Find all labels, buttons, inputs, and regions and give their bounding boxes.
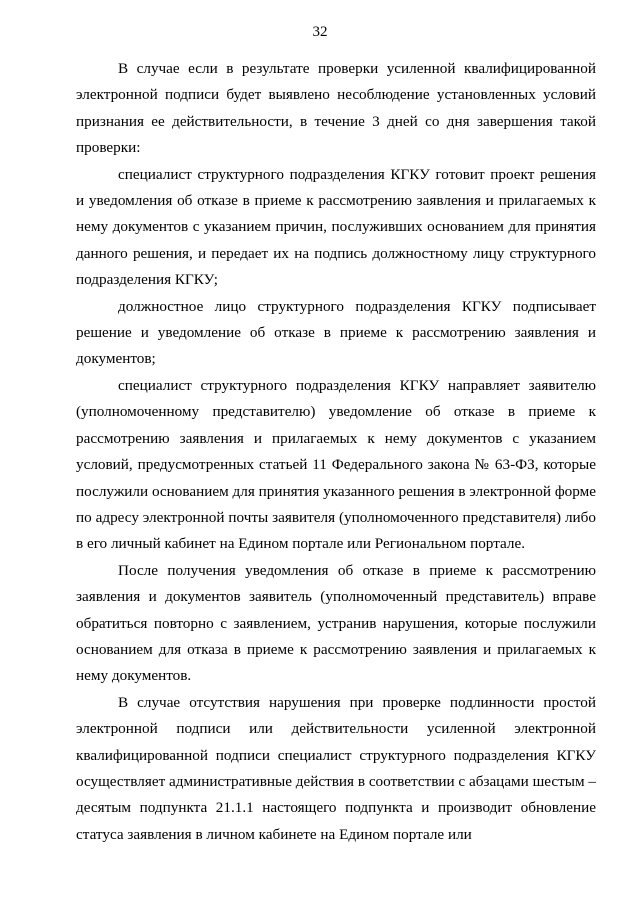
document-body	[76, 56, 596, 848]
page-number: 32	[312, 24, 328, 40]
paragraph-3: должностное лицо структурного подразделения КГКУ подписывает решение и уведомление об отказе в приеме к рассмотрению заявления и документов;	[76, 297, 596, 368]
paragraph-6: В случае отсутствия нарушения при проверке подлинности простой электронной подписи или действительности усиленной электронной квалифицированной подписи специалист структурного подразделения КГКУ осуществляет административные действия в соответствии с абзацами шестым – десятым подпункта 21.1.1 настоящего подпункта и производит обновление статуса заявления в личном кабинете на Едином портале или	[76, 693, 596, 843]
paragraph-1: В случае если в результате проверки усиленной квалифицированной электронной подписи будет выявлено несоблюдение установленных условий признания ее действительности, в течение 3 дней со дня завершения такой проверки:	[76, 60, 596, 157]
paragraph-2: специалист структурного подразделения КГКУ готовит проект решения и уведомления об отказе в приеме к рассмотрению заявления и прилагаемых к нему документов с указанием причин, послуживших основанием для принятия данного решения, и передает их на подпись должностному лицу структурного подразделения КГКУ;	[76, 165, 596, 289]
paragraph-4: специалист структурного подразделения КГКУ направляет заявителю (уполномоченному представителю) уведомление об отказе в приеме к рассмотрению заявления и прилагаемых к нему документов с указанием условий, предусмотренных статьей 11 Федерального закона № 63-ФЗ, которые послужили основанием для принятия указанного решения в электронной форме по адресу электронной почты заявителя (уполномоченного представителя) либо в его личный кабинет на Едином портале или Региональном портале.	[76, 376, 596, 553]
paragraph-5: После получения уведомления об отказе в приеме к рассмотрению заявления и документов заявитель (уполномоченный представитель) вправе обратиться повторно с заявлением, устранив нарушения, которые послужили основанием для отказа в приеме к рассмотрению заявления и прилагаемых к нему документов.	[76, 561, 596, 685]
